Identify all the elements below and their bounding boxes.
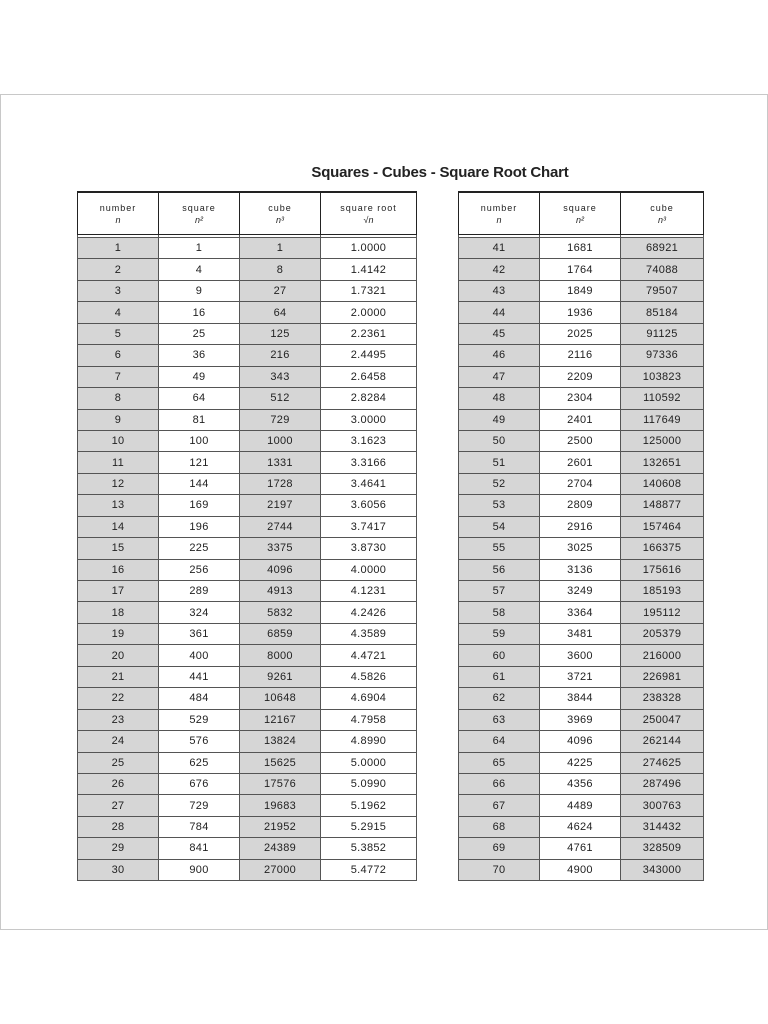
table-cell: 10	[78, 430, 159, 451]
table-row	[78, 495, 417, 516]
table-cell: 3375	[240, 538, 321, 559]
table-row	[78, 859, 417, 880]
table-row	[459, 409, 704, 430]
table-row	[78, 623, 417, 644]
table-cell: 64	[159, 388, 240, 409]
table-cell: 29	[78, 838, 159, 859]
table-row	[78, 238, 417, 259]
table-cell: 3.8730	[321, 538, 417, 559]
left-header-row	[78, 192, 417, 235]
table-cell: 19	[78, 623, 159, 644]
table-cell: 30	[78, 859, 159, 880]
table-cell: 4	[78, 302, 159, 323]
table-cell: 2116	[540, 345, 621, 366]
table-cell: 49	[159, 366, 240, 387]
table-cell: 68921	[621, 238, 704, 259]
table-cell: 4225	[540, 752, 621, 773]
table-cell: 6	[78, 345, 159, 366]
table-row	[459, 302, 704, 323]
table-cell: 1331	[240, 452, 321, 473]
table-cell: 91125	[621, 323, 704, 344]
table-cell: 49	[459, 409, 540, 430]
table-row	[78, 409, 417, 430]
header-cube: cube n³	[240, 192, 321, 235]
table-row	[78, 773, 417, 794]
table-cell: 2601	[540, 452, 621, 473]
table-cell: 2	[78, 259, 159, 280]
table-row	[78, 323, 417, 344]
table-row	[459, 816, 704, 837]
table-cell: 57	[459, 581, 540, 602]
table-cell: 62	[459, 688, 540, 709]
table-cell: 195112	[621, 602, 704, 623]
table-row	[78, 430, 417, 451]
table-cell: 262144	[621, 731, 704, 752]
table-cell: 55	[459, 538, 540, 559]
table-cell: 68	[459, 816, 540, 837]
table-row	[78, 516, 417, 537]
table-row	[78, 688, 417, 709]
table-cell: 676	[159, 773, 240, 794]
table-cell: 1764	[540, 259, 621, 280]
table-cell: 841	[159, 838, 240, 859]
table-cell: 4.6904	[321, 688, 417, 709]
table-row	[459, 773, 704, 794]
table-cell: 287496	[621, 773, 704, 794]
left-table	[77, 191, 417, 881]
table-cell: 12167	[240, 709, 321, 730]
table-cell: 3.0000	[321, 409, 417, 430]
header-square: square n²	[159, 192, 240, 235]
table-cell: 51	[459, 452, 540, 473]
table-cell: 45	[459, 323, 540, 344]
table-cell: 343	[240, 366, 321, 387]
table-cell: 44	[459, 302, 540, 323]
table-cell: 2197	[240, 495, 321, 516]
table-row	[78, 388, 417, 409]
table-cell: 3.3166	[321, 452, 417, 473]
table-cell: 36	[159, 345, 240, 366]
table-cell: 5832	[240, 602, 321, 623]
table-cell: 1728	[240, 473, 321, 494]
table-cell: 14	[78, 516, 159, 537]
table-cell: 79507	[621, 280, 704, 301]
table-row	[78, 538, 417, 559]
table-cell: 27	[78, 795, 159, 816]
table-cell: 1681	[540, 238, 621, 259]
table-cell: 169	[159, 495, 240, 516]
table-cell: 256	[159, 559, 240, 580]
table-row	[78, 280, 417, 301]
table-cell: 216000	[621, 645, 704, 666]
table-cell: 1	[240, 238, 321, 259]
table-cell: 205379	[621, 623, 704, 644]
table-cell: 2500	[540, 430, 621, 451]
table-cell: 4489	[540, 795, 621, 816]
table-row	[459, 280, 704, 301]
table-cell: 26	[78, 773, 159, 794]
table-cell: 3	[78, 280, 159, 301]
table-row	[459, 581, 704, 602]
table-row	[459, 516, 704, 537]
table-row	[78, 645, 417, 666]
table-row	[78, 559, 417, 580]
table-row	[459, 645, 704, 666]
table-cell: 226981	[621, 666, 704, 687]
table-cell: 54	[459, 516, 540, 537]
table-cell: 18	[78, 602, 159, 623]
table-cell: 17576	[240, 773, 321, 794]
table-cell: 3136	[540, 559, 621, 580]
table-cell: 3364	[540, 602, 621, 623]
table-cell: 2401	[540, 409, 621, 430]
table-cell: 238328	[621, 688, 704, 709]
table-cell: 27000	[240, 859, 321, 880]
table-row	[78, 666, 417, 687]
table-cell: 43	[459, 280, 540, 301]
table-row	[459, 838, 704, 859]
table-cell: 2209	[540, 366, 621, 387]
table-cell: 21952	[240, 816, 321, 837]
table-cell: 900	[159, 859, 240, 880]
right-table	[458, 191, 704, 881]
table-row	[459, 538, 704, 559]
table-cell: 274625	[621, 752, 704, 773]
table-cell: 2.0000	[321, 302, 417, 323]
table-cell: 65	[459, 752, 540, 773]
table-cell: 3844	[540, 688, 621, 709]
table-cell: 64	[459, 731, 540, 752]
table-cell: 125	[240, 323, 321, 344]
table-row	[459, 559, 704, 580]
table-cell: 157464	[621, 516, 704, 537]
table-row	[78, 816, 417, 837]
table-cell: 166375	[621, 538, 704, 559]
table-cell: 3.6056	[321, 495, 417, 516]
table-cell: 70	[459, 859, 540, 880]
table-cell: 4096	[540, 731, 621, 752]
table-cell: 3.7417	[321, 516, 417, 537]
table-cell: 24389	[240, 838, 321, 859]
table-cell: 3721	[540, 666, 621, 687]
table-cell: 2304	[540, 388, 621, 409]
table-row	[459, 623, 704, 644]
table-row	[459, 495, 704, 516]
table-cell: 2704	[540, 473, 621, 494]
header-number: number n	[459, 192, 540, 235]
table-row	[459, 795, 704, 816]
table-cell: 13	[78, 495, 159, 516]
table-cell: 400	[159, 645, 240, 666]
table-cell: 2.4495	[321, 345, 417, 366]
table-cell: 61	[459, 666, 540, 687]
table-cell: 5.2915	[321, 816, 417, 837]
table-cell: 175616	[621, 559, 704, 580]
table-cell: 13824	[240, 731, 321, 752]
table-cell: 4	[159, 259, 240, 280]
table-row	[78, 473, 417, 494]
table-row	[78, 581, 417, 602]
table-cell: 9	[159, 280, 240, 301]
table-cell: 4.2426	[321, 602, 417, 623]
table-row	[459, 388, 704, 409]
table-cell: 132651	[621, 452, 704, 473]
table-cell: 5.0990	[321, 773, 417, 794]
table-row	[78, 345, 417, 366]
table-cell: 300763	[621, 795, 704, 816]
table-row	[78, 752, 417, 773]
table-cell: 15625	[240, 752, 321, 773]
table-row	[78, 795, 417, 816]
table-cell: 16	[78, 559, 159, 580]
header-square-root: square root √n	[321, 192, 417, 235]
table-cell: 53	[459, 495, 540, 516]
table-cell: 60	[459, 645, 540, 666]
table-cell: 289	[159, 581, 240, 602]
table-cell: 81	[159, 409, 240, 430]
table-cell: 64	[240, 302, 321, 323]
table-cell: 5	[78, 323, 159, 344]
table-cell: 4761	[540, 838, 621, 859]
table-cell: 2809	[540, 495, 621, 516]
table-cell: 103823	[621, 366, 704, 387]
table-row	[459, 323, 704, 344]
table-cell: 1	[78, 238, 159, 259]
table-cell: 25	[78, 752, 159, 773]
left-table-body	[78, 235, 417, 881]
table-row	[459, 859, 704, 880]
table-cell: 324	[159, 602, 240, 623]
table-cell: 5.1962	[321, 795, 417, 816]
table-cell: 46	[459, 345, 540, 366]
table-cell: 1849	[540, 280, 621, 301]
table-cell: 9261	[240, 666, 321, 687]
table-cell: 576	[159, 731, 240, 752]
table-cell: 196	[159, 516, 240, 537]
table-cell: 343000	[621, 859, 704, 880]
table-row	[459, 688, 704, 709]
table-cell: 5.3852	[321, 838, 417, 859]
table-cell: 3025	[540, 538, 621, 559]
table-cell: 2916	[540, 516, 621, 537]
table-row	[459, 752, 704, 773]
table-cell: 4.5826	[321, 666, 417, 687]
table-cell: 225	[159, 538, 240, 559]
table-cell: 8000	[240, 645, 321, 666]
table-cell: 250047	[621, 709, 704, 730]
table-cell: 729	[240, 409, 321, 430]
table-cell: 4096	[240, 559, 321, 580]
table-cell: 85184	[621, 302, 704, 323]
table-cell: 47	[459, 366, 540, 387]
table-cell: 2744	[240, 516, 321, 537]
table-cell: 50	[459, 430, 540, 451]
table-cell: 512	[240, 388, 321, 409]
table-row	[78, 731, 417, 752]
table-cell: 4.7958	[321, 709, 417, 730]
table-cell: 529	[159, 709, 240, 730]
table-cell: 24	[78, 731, 159, 752]
table-cell: 27	[240, 280, 321, 301]
table-cell: 16	[159, 302, 240, 323]
table-cell: 625	[159, 752, 240, 773]
table-cell: 4900	[540, 859, 621, 880]
table-cell: 11	[78, 452, 159, 473]
table-cell: 361	[159, 623, 240, 644]
table-cell: 74088	[621, 259, 704, 280]
table-cell: 8	[78, 388, 159, 409]
table-cell: 12	[78, 473, 159, 494]
table-cell: 5.0000	[321, 752, 417, 773]
table-cell: 42	[459, 259, 540, 280]
table-row	[459, 473, 704, 494]
table-row	[78, 366, 417, 387]
table-cell: 3600	[540, 645, 621, 666]
table-cell: 140608	[621, 473, 704, 494]
table-row	[78, 302, 417, 323]
table-cell: 441	[159, 666, 240, 687]
table-cell: 5.4772	[321, 859, 417, 880]
table-cell: 20	[78, 645, 159, 666]
table-cell: 1	[159, 238, 240, 259]
table-cell: 2.6458	[321, 366, 417, 387]
table-cell: 25	[159, 323, 240, 344]
table-cell: 144	[159, 473, 240, 494]
table-cell: 148877	[621, 495, 704, 516]
table-cell: 125000	[621, 430, 704, 451]
right-table-body	[459, 235, 704, 881]
table-row	[78, 709, 417, 730]
table-row	[459, 259, 704, 280]
table-cell: 3.1623	[321, 430, 417, 451]
table-cell: 4.3589	[321, 623, 417, 644]
table-row	[459, 709, 704, 730]
right-header-row	[459, 192, 704, 235]
table-cell: 4.8990	[321, 731, 417, 752]
table-cell: 48	[459, 388, 540, 409]
table-cell: 784	[159, 816, 240, 837]
table-cell: 69	[459, 838, 540, 859]
table-cell: 216	[240, 345, 321, 366]
table-row	[78, 838, 417, 859]
table-cell: 17	[78, 581, 159, 602]
table-cell: 2.8284	[321, 388, 417, 409]
table-cell: 328509	[621, 838, 704, 859]
table-cell: 67	[459, 795, 540, 816]
table-row	[459, 731, 704, 752]
chart-title: Squares - Cubes - Square Root Chart	[311, 164, 569, 181]
table-cell: 19683	[240, 795, 321, 816]
table-cell: 1.4142	[321, 259, 417, 280]
table-cell: 58	[459, 602, 540, 623]
table-cell: 15	[78, 538, 159, 559]
table-cell: 4913	[240, 581, 321, 602]
table-cell: 1.7321	[321, 280, 417, 301]
table-cell: 117649	[621, 409, 704, 430]
table-cell: 4.1231	[321, 581, 417, 602]
table-cell: 3481	[540, 623, 621, 644]
table-cell: 21	[78, 666, 159, 687]
table-cell: 63	[459, 709, 540, 730]
table-cell: 2025	[540, 323, 621, 344]
table-cell: 3249	[540, 581, 621, 602]
table-cell: 6859	[240, 623, 321, 644]
table-cell: 1936	[540, 302, 621, 323]
table-cell: 28	[78, 816, 159, 837]
table-cell: 4.4721	[321, 645, 417, 666]
table-row	[459, 366, 704, 387]
table-cell: 23	[78, 709, 159, 730]
table-row	[459, 238, 704, 259]
table-cell: 9	[78, 409, 159, 430]
table-cell: 110592	[621, 388, 704, 409]
table-cell: 1000	[240, 430, 321, 451]
header-cube: cube n³	[621, 192, 704, 235]
table-cell: 121	[159, 452, 240, 473]
table-cell: 59	[459, 623, 540, 644]
table-row	[459, 666, 704, 687]
table-cell: 8	[240, 259, 321, 280]
table-row	[459, 345, 704, 366]
header-number: number n	[78, 192, 159, 235]
table-cell: 41	[459, 238, 540, 259]
table-cell: 185193	[621, 581, 704, 602]
table-cell: 484	[159, 688, 240, 709]
table-row	[78, 259, 417, 280]
table-cell: 22	[78, 688, 159, 709]
header-square: square n²	[540, 192, 621, 235]
table-row	[459, 452, 704, 473]
table-cell: 1.0000	[321, 238, 417, 259]
table-cell: 3969	[540, 709, 621, 730]
table-row	[459, 602, 704, 623]
table-cell: 4356	[540, 773, 621, 794]
table-cell: 2.2361	[321, 323, 417, 344]
table-cell: 66	[459, 773, 540, 794]
table-cell: 4624	[540, 816, 621, 837]
table-row	[78, 602, 417, 623]
table-cell: 56	[459, 559, 540, 580]
table-cell: 52	[459, 473, 540, 494]
table-row	[459, 430, 704, 451]
table-cell: 729	[159, 795, 240, 816]
table-cell: 4.0000	[321, 559, 417, 580]
table-cell: 3.4641	[321, 473, 417, 494]
table-cell: 7	[78, 366, 159, 387]
table-cell: 10648	[240, 688, 321, 709]
table-cell: 100	[159, 430, 240, 451]
table-row	[78, 452, 417, 473]
table-cell: 97336	[621, 345, 704, 366]
table-cell: 314432	[621, 816, 704, 837]
